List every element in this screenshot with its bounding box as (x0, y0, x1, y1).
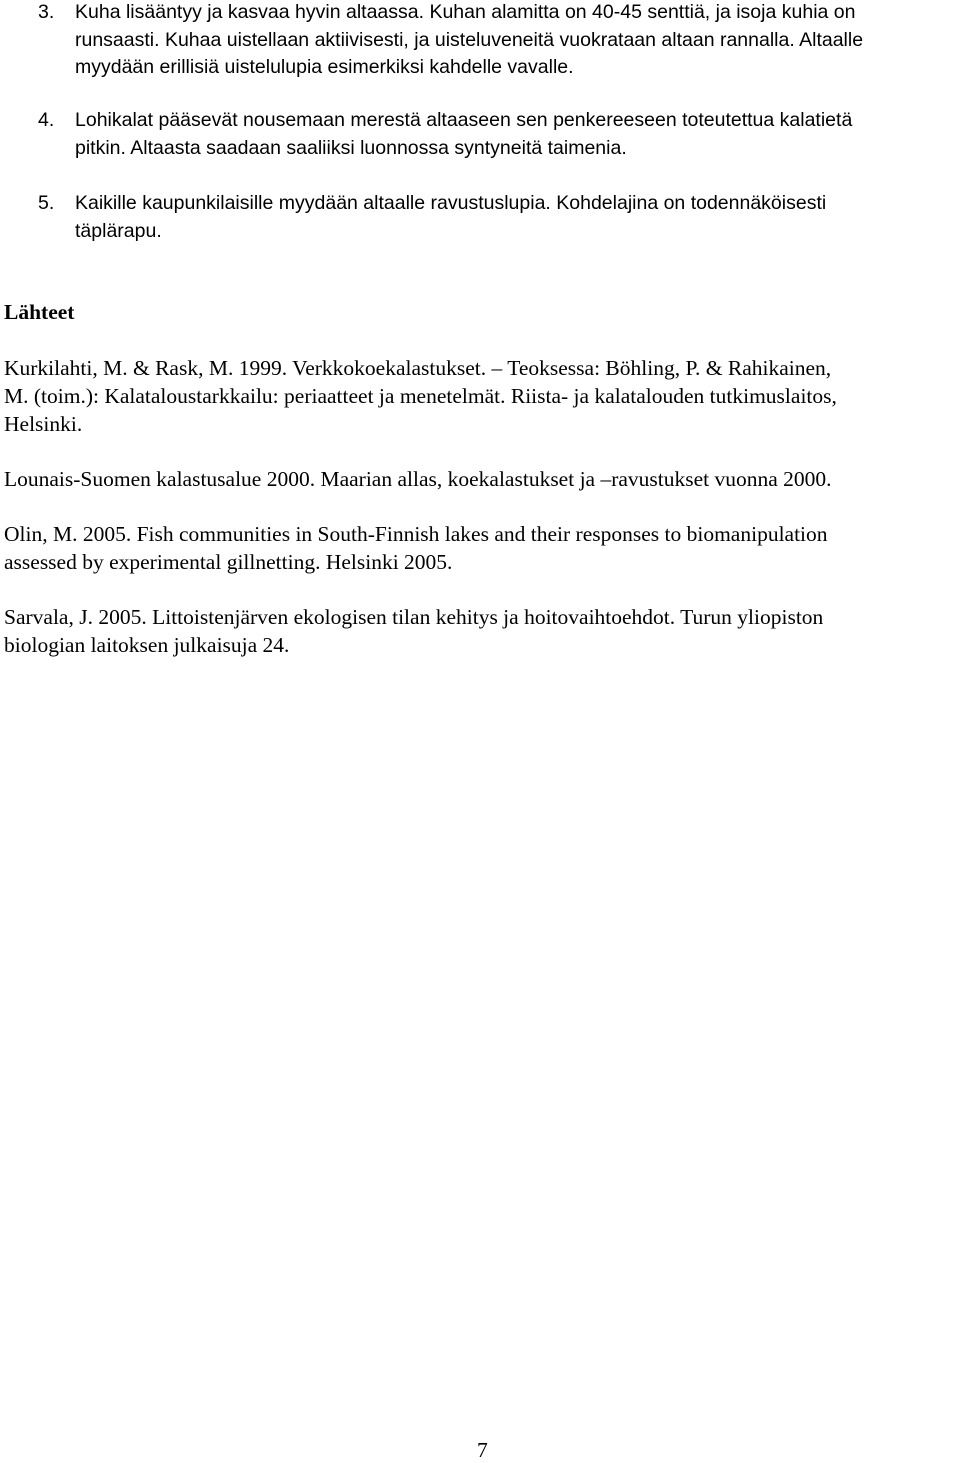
text-line: Kaikille kaupunkilaisille myydään altaalle ravustuslupia. Kohdelajina on todennäköisesti (75, 192, 827, 214)
text-line: Kuha lisääntyy ja kasvaa hyvin altaassa. Kuhan alamitta on 40-45 senttiä, ja isoja kuhia on (75, 1, 856, 23)
text-line: täplärapu. (75, 219, 162, 242)
text-line: Lohikalat pääsevät nousemaan merestä altaaseen sen penkereeseen toteutettua kalatietä (75, 109, 853, 131)
list-item-number: 3. (38, 1, 55, 23)
list-item-text (75, 0, 953, 82)
list-item-number: 5. (38, 192, 55, 214)
reference-olin (4, 520, 954, 576)
reference-lounais-suomen (4, 465, 954, 493)
reference-sarvala (4, 603, 954, 659)
text-line: assessed by experimental gillnetting. Helsinki 2005. (4, 550, 453, 574)
text-line: Kurkilahti, M. & Rask, M. 1999. Verkkokoekalastukset. – Teoksessa: Böhling, P. & Rahikainen, (4, 356, 832, 380)
page-number: 7 (477, 1438, 488, 1462)
text-line: myydään erillisiä uistelulupia esimerkiksi kahdelle vavalle. (75, 56, 574, 78)
text-line: biologian laitoksen julkaisuja 24. (4, 633, 290, 657)
text-line: runsaasti. Kuhaa uistellaan aktiivisesti, ja uisteluveneitä vuokrataan altaan rannalla. Altaalle (75, 28, 864, 51)
text-line: Sarvala, J. 2005. Littoistenjärven ekologisen tilan kehitys ja hoitovaihtoehdot. Turun yliopiston (4, 605, 824, 629)
text-line: Helsinki. (4, 412, 83, 436)
reference-kurkilahti (4, 354, 954, 438)
text-line: Olin, M. 2005. Fish communities in South-Finnish lakes and their responses to biomanipulation (4, 522, 828, 546)
text-line: Lounais-Suomen kalastusalue 2000. Maarian allas, koekalastukset ja –ravustukset vuonna 2000. (4, 467, 832, 491)
list-item-text (75, 190, 953, 245)
text-line: pitkin. Altaasta saadaan saaliiksi luonnossa syntyneitä taimenia. (75, 136, 627, 159)
references-heading: Lähteet (4, 300, 75, 324)
text-line: M. (toim.): Kalataloustarkkailu: periaatteet ja menetelmät. Riista- ja kalatalouden tutkimuslaitos, (4, 384, 837, 408)
list-item-number: 4. (38, 109, 55, 131)
list-item-text (75, 107, 953, 162)
